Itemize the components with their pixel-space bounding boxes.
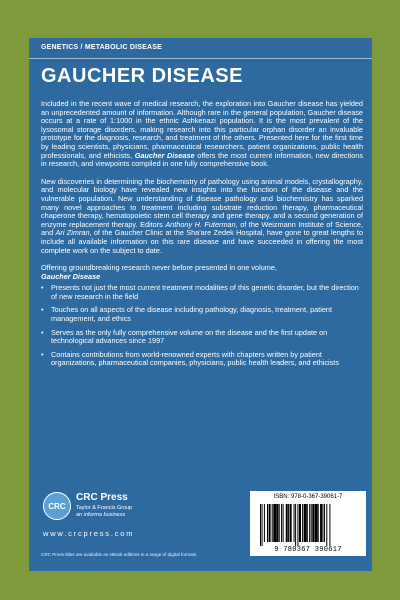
barcode-bar xyxy=(281,504,282,542)
barcode-icon xyxy=(258,504,358,546)
divider xyxy=(29,58,372,59)
back-cover-panel xyxy=(29,38,372,571)
publisher-logo xyxy=(43,492,193,537)
barcode-bar xyxy=(320,504,322,542)
barcode-bar xyxy=(288,504,289,542)
barcode-bar xyxy=(267,504,268,542)
list-item: • Presents not just the most current treatment modalities of this genetic disorder, but the direction of new research in the field xyxy=(41,283,359,301)
list-item: • Touches on all aspects of the disease including pathology, diagnosis, treatment, patient management, and ethics xyxy=(41,305,332,324)
barcode-bar xyxy=(272,504,273,542)
crc-logo-icon: CRC xyxy=(43,492,71,520)
editor-name: Ari Zimran xyxy=(55,228,90,238)
barcode-bar xyxy=(307,504,308,542)
list-item: • Serves as the only fully comprehensive volume on the disease and the first update on technological advances since 1997 xyxy=(41,327,328,346)
barcode-panel xyxy=(250,491,366,556)
bullet-icon: • xyxy=(41,327,44,337)
barcode-bar xyxy=(295,504,296,546)
bullet-icon: • xyxy=(41,283,44,293)
feature-list xyxy=(41,284,363,368)
barcode-bar xyxy=(326,504,327,546)
barcode-bar xyxy=(273,504,276,542)
barcode-bar xyxy=(329,504,330,546)
category-label: GENETICS / METABOLIC DISEASE xyxy=(41,44,162,51)
barcode-bar xyxy=(318,504,319,542)
paragraph-discoveries: New discoveries in determining the biochemistry of pathology using animal models, crystallography, and molecular biology have revealed new insights into the function of the disease and the vulnerable population. New understanding of disease pathology and biochemistry has sparked many novel approaches to treatment including substrate reduction therapy, pharmaceutical chaperone therapy, hematopoietic stem cell therapy and gene therapy, and a second generation of enzyme replacement therapy. Editors Anthony H. Futerman, of the Weizmann Institute of Science, and Ari Zimran, of the Gaucher Clinic at the Sha'are Zedek Hospital, have gone to great lengths to include all available information on this rare disease and have succeeded in offering the most complete work on the subject to date. xyxy=(41,176,364,255)
barcode-bar xyxy=(264,504,265,542)
bullet-icon: • xyxy=(41,305,44,315)
barcode-bar xyxy=(290,504,292,542)
barcode-bar xyxy=(283,504,284,542)
barcode-bar xyxy=(262,504,263,546)
barcode-bar xyxy=(304,504,307,542)
barcode-bar xyxy=(309,504,310,542)
barcode-bar xyxy=(269,504,271,542)
barcode-bar xyxy=(279,504,280,542)
barcode-bar xyxy=(315,504,318,542)
list-item: • Contains contributions from world-renowned experts with chapters written by patient organizations, pharmaceutical companies, physicians, public health leaders, and ethicists xyxy=(41,349,339,368)
barcode-bar xyxy=(324,504,325,542)
book-title: GAUCHER DISEASE xyxy=(41,65,243,87)
barcode-bar xyxy=(260,504,261,546)
barcode-number: 9 780367 390617 xyxy=(274,546,342,554)
barcode-bar xyxy=(276,504,278,542)
publisher-group: Taylor & Francis Group xyxy=(76,505,133,511)
editor-name: Anthony H. Futerman xyxy=(165,219,236,229)
barcode-bar xyxy=(311,504,312,542)
description xyxy=(41,100,363,373)
barcode-bar xyxy=(294,504,295,542)
paragraph-offering: Offering groundbreaking research never before presented in one volume, Gaucher Disease xyxy=(41,263,277,281)
barcode-bar xyxy=(302,504,303,542)
publisher-name: CRC Press xyxy=(76,492,128,503)
isbn-label: ISBN: 978-0-367-39061-7 xyxy=(273,494,343,500)
ebook-note: CRC Press titles are available as eBook editions in a range of digital formats xyxy=(41,552,197,557)
barcode-bar xyxy=(299,504,301,542)
publisher-business: an informa business xyxy=(76,512,126,518)
barcode-bar xyxy=(312,504,314,542)
bullet-icon: • xyxy=(41,349,44,359)
paragraph-intro: Included in the recent wave of medical research, the exploration into Gaucher disease has yielded an unprecedented amount of information. Although rare in the general population, Gaucher disease occurs at a rate of 1:1000 in the ethnic Ashkenazi population. It is the most prevalent of the lysosomal storage disorders, making research into this particular orphan disorder an invaluable prototype for the diagnosis, research, and treatment of the others. Presented here for the first time by leading scientists, physicians, pharmaceutical researchers, patient organizations, public health professionals, and ethicists, Gaucher Disease offers the most current information, new directions in research, and viewpoints compiled in one fully comprehensive book. xyxy=(41,99,363,169)
barcode-bar xyxy=(297,504,298,546)
publisher-url: www.crcpress.com xyxy=(43,529,135,538)
barcode-bar xyxy=(286,504,288,542)
barcode-bar xyxy=(322,504,323,542)
